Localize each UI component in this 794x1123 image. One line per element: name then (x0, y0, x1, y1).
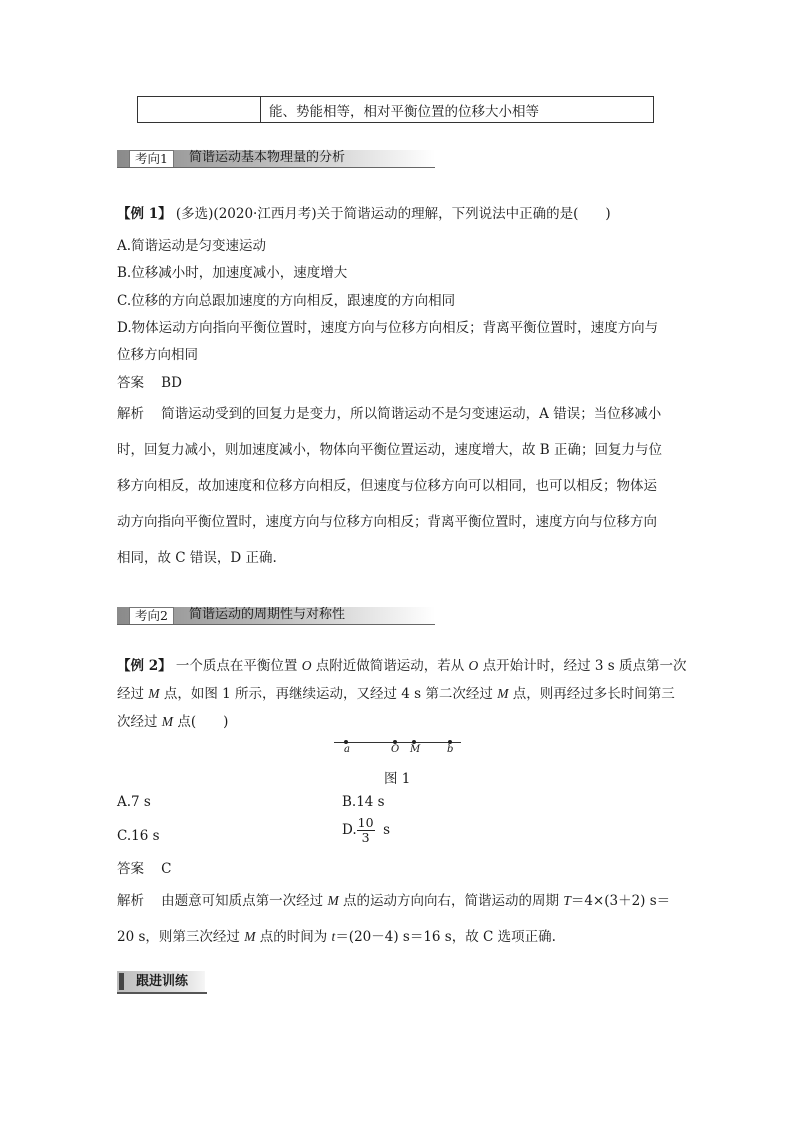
option-d-line-1: D.物体运动方向指向平衡位置时，速度方向与位移方向相反；背离平衡位置时，速度方向与 (117, 320, 659, 336)
figure-1-number-line (330, 735, 465, 761)
point-label-o: O (391, 744, 400, 755)
fraction: $\frac{10}{3}$ (357, 815, 374, 845)
table-cell: 能、势能相等，相对平衡位置的位移大小相等 (269, 104, 539, 120)
section-tag: 考向1 (129, 150, 174, 167)
follow-up-header (117, 971, 205, 992)
example-2-line-2: 经过 M 点，如图 1 所示，再继续运动，又经过 4 s 第二次经过 M 点，则再经过多长时间第三 (117, 686, 675, 702)
answer-label: 答案 (117, 861, 144, 877)
analysis-1-line-2: 时，回复力减小，则加速度减小，物体向平衡位置运动，速度增大，故 B 正确；回复力与位 (117, 442, 663, 458)
analysis-1-line-3: 移方向相反，故加速度和位移方向相反，但速度与位移方向可以相同，也可以相反；物体运 (117, 478, 657, 494)
example-2-line-1: 【例 2】 一个质点在平衡位置 O 点附近做简谐运动，若从 O 点开始计时，经过 3 s 质点第一次 (117, 658, 687, 674)
analysis-1-line-4: 动方向指向平衡位置时，速度方向与位移方向相反；背离平衡位置时，速度方向与位移方向 (117, 514, 657, 530)
point-label-b: b (447, 744, 454, 755)
analysis-1-line-5: 相同，故 C 错误，D 正确. (117, 550, 277, 566)
figure-caption: 图 1 (384, 771, 411, 787)
section-header-1 (117, 148, 435, 168)
answer-1 (117, 373, 182, 393)
option-c: C.位移的方向总跟加速度的方向相反，跟速度的方向相同 (117, 293, 456, 309)
figure-axis (334, 742, 461, 743)
analysis-2-line-1: 解析 由题意可知质点第一次经过 M 点的运动方向向右，简谐运动的周期 T＝4×(3＋2) s＝ (117, 893, 671, 909)
example-label: 【例 2】 (117, 658, 172, 674)
follow-up-title: 跟进训练 (136, 974, 189, 989)
example-label: 【例 1】 (117, 206, 172, 222)
option-a: A.7 s (117, 794, 151, 810)
answer-value: C (161, 861, 172, 877)
analysis-label: 解析 (117, 893, 144, 909)
option-c: C.16 s (117, 828, 160, 844)
option-d-line-2: 位移方向相同 (117, 347, 198, 363)
section-title: 简谐运动的周期性与对称性 (189, 607, 346, 622)
answer-label: 答案 (117, 375, 144, 391)
section-title: 简谐运动基本物理量的分析 (189, 150, 346, 165)
section-header-2 (117, 605, 435, 625)
point-label-m: M (410, 744, 421, 755)
table-fragment (137, 96, 654, 123)
answer-value: BD (161, 375, 182, 391)
analysis-2-line-2: 20 s，则第三次经过 M 点的时间为 t＝(20－4) s＝16 s，故 C 选项正确. (117, 929, 556, 945)
option-a: A.简谐运动是匀变速运动 (117, 238, 267, 254)
point-label-a: a (344, 744, 350, 755)
example-2-line-3: 次经过 M 点( ) (117, 714, 229, 730)
analysis-1-line-1: 解析 简谐运动受到的回复力是变力，所以简谐运动不是匀变速运动，A 错误；当位移减小 (117, 406, 662, 422)
option-b: B.14 s (342, 794, 385, 810)
example-1-question (117, 204, 611, 224)
section-tag: 考向2 (129, 607, 174, 624)
question-text: (多选)(2020·江西月考)关于简谐运动的理解，下列说法中正确的是( ) (175, 206, 611, 222)
option-b: B.位移减小时，加速度减小，速度增大 (117, 265, 348, 281)
header-marker (119, 973, 124, 990)
analysis-label: 解析 (117, 406, 144, 422)
option-d: D. $\frac{10}{3}$ s (342, 815, 391, 845)
answer-2 (117, 859, 172, 879)
table-column-divider (260, 97, 261, 122)
